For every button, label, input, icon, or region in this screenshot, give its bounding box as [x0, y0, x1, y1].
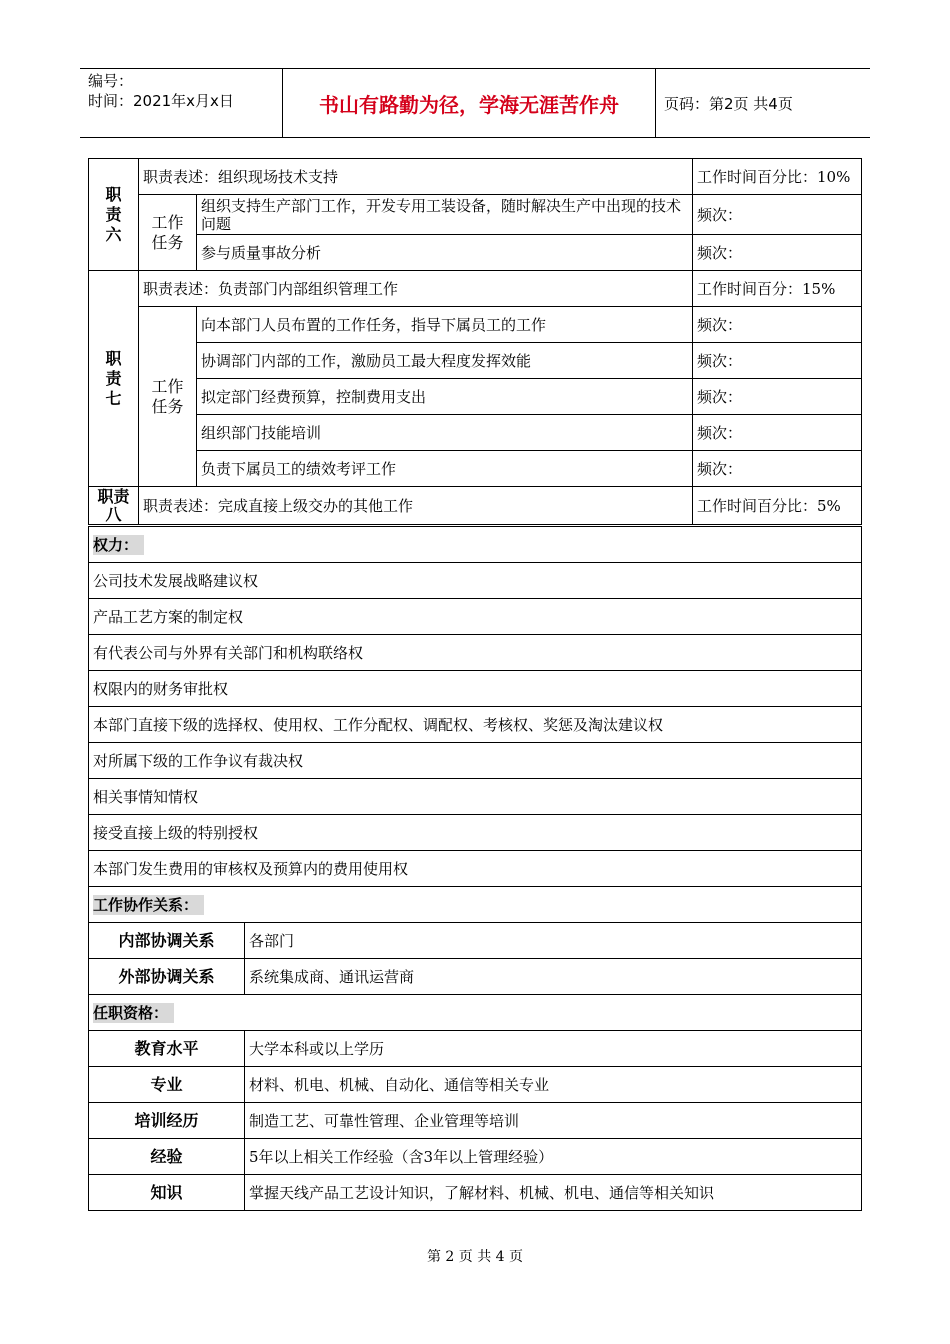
task-text: 向本部门人员布置的工作任务，指导下属员工的工作	[197, 307, 693, 343]
task-frequency: 频次：	[693, 343, 862, 379]
qualification-label: 经验	[89, 1139, 245, 1175]
duty-description: 职责表述：完成直接上级交办的其他工作	[139, 487, 693, 525]
relation-label: 内部协调关系	[89, 923, 245, 959]
powers-heading	[89, 527, 862, 563]
relations-heading	[89, 887, 862, 923]
task-text: 组织支持生产部门工作，开发专用工装设备，随时解决生产中出现的技术问题	[197, 195, 693, 235]
duty-row	[89, 159, 862, 195]
duty-row	[89, 487, 862, 525]
qualification-value: 5年以上相关工作经验（含3年以上管理经验）	[245, 1139, 862, 1175]
power-item: 对所属下级的工作争议有裁决权	[89, 743, 862, 779]
duty-time-share: 工作时间百分：15%	[693, 271, 862, 307]
duty-description: 职责表述：负责部门内部组织管理工作	[139, 271, 693, 307]
duties-table	[88, 158, 862, 525]
task-row	[89, 307, 862, 343]
relation-label: 外部协调关系	[89, 959, 245, 995]
task-frequency: 频次：	[693, 235, 862, 271]
qualification-label: 知识	[89, 1175, 245, 1211]
relation-value: 各部门	[245, 923, 862, 959]
page-code: 页码：第2页 共4页	[664, 94, 793, 113]
powers-title: 权力：	[93, 535, 144, 555]
task-text: 组织部门技能培训	[197, 415, 693, 451]
duty-description: 职责表述：组织现场技术支持	[139, 159, 693, 195]
relations-title: 工作协作关系：	[93, 895, 204, 915]
qualification-label: 专业	[89, 1067, 245, 1103]
relation-value: 系统集成商、通讯运营商	[245, 959, 862, 995]
task-frequency: 频次：	[693, 379, 862, 415]
details-table	[88, 526, 862, 1211]
task-row	[89, 195, 862, 235]
header-motto: 书山有路勤为径，学海无涯苦作舟	[282, 69, 656, 137]
duty-time-share: 工作时间百分比：10%	[693, 159, 862, 195]
page-header	[80, 68, 870, 138]
qualification-value: 掌握天线产品工艺设计知识，了解材料、机械、机电、通信等相关知识	[245, 1175, 862, 1211]
qualification-value: 制造工艺、可靠性管理、企业管理等培训	[245, 1103, 862, 1139]
power-item: 本部门发生费用的审核权及预算内的费用使用权	[89, 851, 862, 887]
power-item: 公司技术发展战略建议权	[89, 563, 862, 599]
task-row	[89, 451, 862, 487]
power-item: 接受直接上级的特别授权	[89, 815, 862, 851]
duty-six-label: 职 责 六	[89, 159, 139, 271]
task-frequency: 频次：	[693, 451, 862, 487]
qualification-value: 大学本科或以上学历	[245, 1031, 862, 1067]
page-footer: 第 2 页 共 4 页	[426, 1249, 524, 1265]
qualification-value: 材料、机电、机械、自动化、通信等相关专业	[245, 1067, 862, 1103]
task-frequency: 频次：	[693, 307, 862, 343]
qualification-label: 培训经历	[89, 1103, 245, 1139]
task-text: 参与质量事故分析	[197, 235, 693, 271]
power-item: 产品工艺方案的制定权	[89, 599, 862, 635]
power-item: 本部门直接下级的选择权、使用权、工作分配权、调配权、考核权、奖惩及淘汰建议权	[89, 707, 862, 743]
task-label: 工作 任务	[139, 195, 197, 271]
time-label: 时间：2021年x月x日	[88, 92, 234, 110]
task-frequency: 频次：	[693, 195, 862, 235]
number-label: 编号：	[88, 72, 134, 90]
task-row	[89, 379, 862, 415]
qualifications-heading	[89, 995, 862, 1031]
duty-row	[89, 271, 862, 307]
task-frequency: 频次：	[693, 415, 862, 451]
power-item: 相关事情知情权	[89, 779, 862, 815]
task-label: 工作 任务	[139, 307, 197, 487]
duty-eight-label: 职责 八	[89, 487, 139, 525]
header-left	[88, 71, 278, 111]
task-row	[89, 415, 862, 451]
power-item: 权限内的财务审批权	[89, 671, 862, 707]
task-text: 拟定部门经费预算，控制费用支出	[197, 379, 693, 415]
task-text: 协调部门内部的工作，激励员工最大程度发挥效能	[197, 343, 693, 379]
duty-time-share: 工作时间百分比：5%	[693, 487, 862, 525]
qualification-label: 教育水平	[89, 1031, 245, 1067]
power-item: 有代表公司与外界有关部门和机构联络权	[89, 635, 862, 671]
task-row	[89, 343, 862, 379]
duty-seven-label: 职 责 七	[89, 271, 139, 487]
qualifications-title: 任职资格：	[93, 1003, 174, 1023]
task-text: 负责下属员工的绩效考评工作	[197, 451, 693, 487]
task-row	[89, 235, 862, 271]
